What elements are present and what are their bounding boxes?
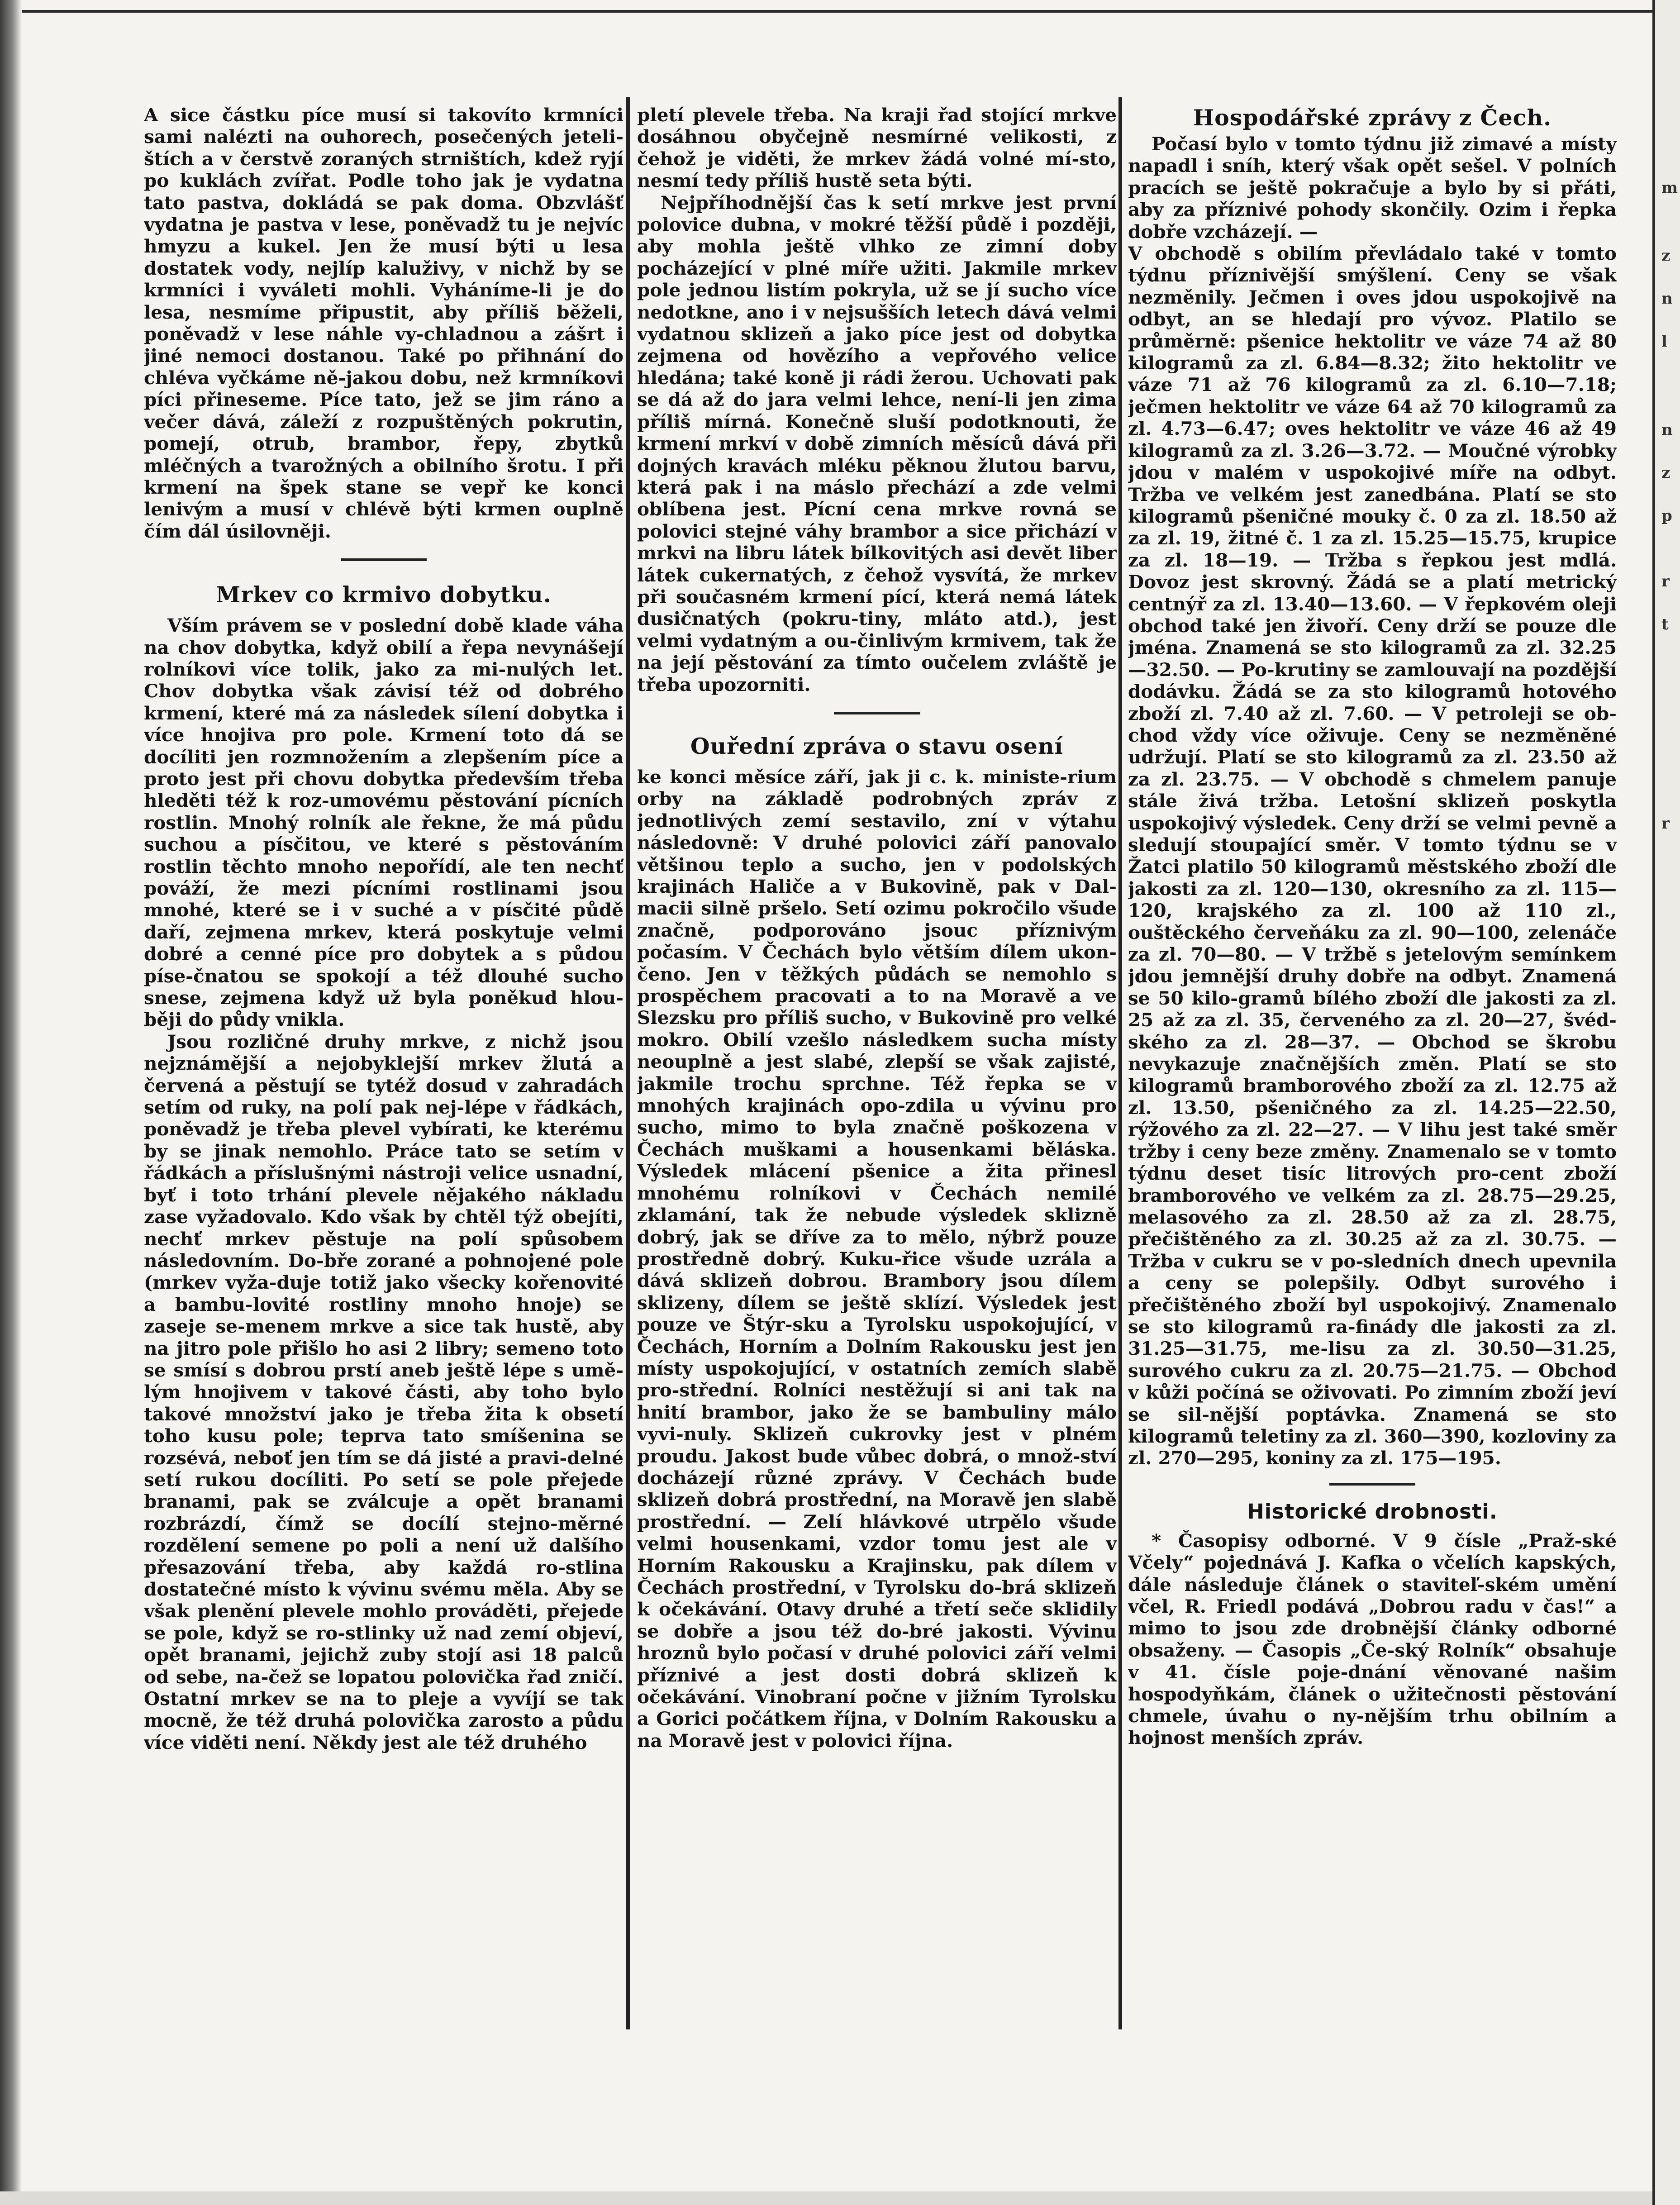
edge-fragment: t <box>1661 615 1669 633</box>
article-paragraph: Počasí bylo v tomto týdnu již zimavé a místy napadl i sníh, který však opět sešel. V polních pracích se ještě pokračuje a bylo by si přáti, aby za příznivé pohody skončily. Ozim i řepka dobře vzcházejí. — <box>1128 133 1617 243</box>
article-paragraph: Nejpříhodnější čas k setí mrkve jest první polovice dubna, v mokré těžší půdě i později, aby mohla ještě vlhko ze zimní doby pocházející v plné míře užiti. Jakmile mrkev pole jednou listím pokryla, už se jí sucho více nedotkne, ano i v nejsušších letech dává velmi vydatnou sklizeň a jako píce jest od dobytka zejmena od hovězího a vepřového velice hledána; také koně ji rádi žerou. Uchovati pak se dá až do jara velmi lehce, není-li jen zima příliš mírná. Konečně sluší podotknouti, že krmení mrkví v době zimních měsíců dává při dojných kravách mléku pěknou žlutou barvu, která pak i na máslo přechází a zde velmi oblíbena jest. Pícní cena mrkve rovná se polovici stejné váhy brambor a sice přichází v mrkvi na libru látek bílkovitých asi devět liber látek cukernatých, z čehož vysvítá, že mrkev při současném krmení pící, která nemá látek dusičnatých (pokru-tiny, mláto atd.), jest velmi vydatným a ou-činlivým krmivem, tak že na její pěstování za tímto oučelem zvláště je třeba upozorniti. <box>637 191 1117 695</box>
article-paragraph: Jsou rozličné druhy mrkve, z nichž jsou nejznámější a nejobyklejší mrkev žlutá a červená a pěstují se tytéž dosud v zahradách setím od ruky, na polí pak nej-lépe v řádkách, poněvadž je třeba plevel vybírati, ke kterému by se jinak nemohlo. Práce tato se setím v řádkách a příslušnými nástroji velice usnadní, byť i toto trhání plevele nějakého nákladu zase vyžadovalo. Kdo však by chtěl týž obejíti, nechť mrkev pěstuje na polí spůsobem následovním. Do-bře zorané a pohnojené pole (mrkev vyža-duje totiž jako všecky kořenovité a bambu-lovité rostliny mnoho hnoje) se zaseje se-menem mrkve a sice tak hustě, aby na jitro pole přišlo ho asi 2 libry; semeno toto se smísí s dobrou prstí aneb ještě lépe s umě-lým hnojivem v takové části, aby toho bylo takové množství jako je třeba žita k obsetí toho kusu pole; teprva tato smíšenina se rozsévá, neboť jen tím se dá jisté a pravi-delné setí rukou docíliti. Po setí se pole přejede branami, pak se zválcuje a opět branami rozbrázdí, čímž se docílí stejno-měrné rozdělení semene po poli a není už dalšího přesazování třeba, aby každá ro-stlina dostatečné místo k vývinu svému měla. Aby se však plenění plevele mohlo prováděti, přejede se pole, když se ro-stlinky už nad zemí objeví, opět branami, jejichž zuby stojí asi 18 palců od sebe, na-čež se lopatou polovička řad zničí. Ostatní mrkev se na to pleje a vyvíjí se tak mocně, že též druhá polovička zarosto a půdu více viděti není. Někdy jest ale též druhého <box>144 1030 623 1753</box>
page-bottom-edge <box>0 2191 1680 2205</box>
edge-fragment: r <box>1661 572 1670 591</box>
article-paragraph: Vším právem se v poslední době klade váha na chov dobytka, když obilí a řepa nevynášejí rolníkovi více tolik, jako za mi-nulých let. Chov dobytka však závisí též od dobrého krmení, které má za následek sílení dobytka i více hnojiva pro pole. Krmení toto dá se docíliti jen rozmnožením a zlepšením píce a proto jest při chovu dobytka především třeba hleděti též k roz-umovému pěstování pícních rostlin. Mnohý rolník ale řekne, že má půdu suchou a písčitou, ve které s pěstováním rostlin těchto mnoho nepořídí, ale ten nechť pováží, že mezi pícními rostlinami jsou mnohé, které se i v suché a v písčité půdě daří, zejmena mrkev, která poskytuje velmi dobré a cenné píce pro dobytek a s půdou píse-čnatou se spokojí a též dlouhé sucho snese, zejmena když už byla poněkud hlou-běji do půdy vnikla. <box>144 614 623 1031</box>
edge-fragment: z <box>1661 464 1670 482</box>
column-rule <box>1118 97 1122 2029</box>
edge-fragment: m <box>1661 179 1678 197</box>
column-rule <box>626 97 630 2029</box>
edge-fragment: p <box>1661 507 1672 525</box>
column-left <box>144 104 623 2050</box>
article-paragraph: ke konci měsíce září, jak ji c. k. ministe-rium orby na základě podrobných zpráv z jednotlivých zemí sestavilo, zní v výtahu následovně: V druhé polovici září panovalo většinou teplo a sucho, jen v podolských krajinách Haliče a v Bukovině, pak v Dal-macii silně pršelo. Setí ozimu pokročilo všude značně, podporováno jsouc příznivým počasím. V Čechách bylo větším dílem ukon-čeno. Jen v těžkých půdách se nemohlo s prospěchem pracovati a to na Moravě a ve Slezsku pro příliš sucho, v Bukovině pro velké mokro. Obilí vzešlo následkem sucha místy neouplně a jest slabé, zlepší se však zajisté, jakmile trochu sprchne. Též řepka se v mnohých krajinách opo-zdila u vývinu pro sucho, mimo to byla značně poškozena v Čechách muškami a housenkami běláska. Výsledek mlácení pšenice a žita přinesl mnohému rolníkovi v Čechách nemilé zklamání, tak že nebude výsledek sklizně dobrý, jak se dříve za to mělo, nýbrž pouze prostředně dobrý. Kuku-řice všude uzrála a dává sklizeň dobrou. Brambory jsou dílem sklizeny, dílem se ještě sklízí. Výsledek jest pouze ve Štýr-sku a Tyrolsku uspokojující, v Čechách, Horním a Dolním Rakousku jest jen místy uspokojující, v ostatních zemích slabě pro-střední. Rolníci nestěžují si ani tak na hnití brambor, jako že se bambuliny málo vyvi-nuly. Sklizeň cukrovky jest v plném proudu. Jakost bude vůbec dobrá, o množ-ství docházejí různé zprávy. V Čechách bude sklizeň dobrá prostřední, na Moravě jen slabě prostřední. — Zelí hlávkové utrpělo všude velmi housenkami, vzdor tomu jest ale v Horním Rakousku a Krajinsku, pak dílem v Čechách prostřední, v Tyrolsku do-brá sklizeň k očekávání. Otavy druhé a třetí seče sklidily se dobře a jsou též do-bré jakosti. Vývinu hroznů bylo počasí v druhé polovici září velmi příznivé a jest dosti dobrá sklizeň k očekávání. Vinobraní počne v jižním Tyrolsku a Gorici počátkem října, v Dolním Rakousku a na Moravě jest v polovici října. <box>637 766 1117 1752</box>
article-paragraph: pletí plevele třeba. Na kraji řad stojící mrkve dosáhnou obyčejně nesmírné velikosti, z čehož je viděti, že mrkev žádá volné mí-sto, nesmí tedy příliš hustě seta býti. <box>637 104 1117 192</box>
article-title-history: Historické drobnosti. <box>1247 1499 1498 1524</box>
edge-fragment: z <box>1661 247 1670 265</box>
article-title-carrot: Mrkev co krmivo dobytku. <box>216 581 552 608</box>
article-paragraph: * Časopisy odborné. V 9 čísle „Praž-ské Včely“ pojednává J. Kafka o včelích kapských, dále následuje článek o staviteľ-ském umění včel, R. Friedl podává „Dobrou radu v čas!“ a mimo to jsou zde drobnější články odborné obsaženy. — Časopis „Če-ský Rolník“ obsahuje v 41. čísle poje-dnání věnované našim hospodyňkám, článek o užitečnosti pěstování chmele, úvahu o ny-nějším trhu obilním a hojnost menších zpráv. <box>1128 1529 1617 1749</box>
edge-fragment: n <box>1661 290 1673 308</box>
edge-fragment: n <box>1661 421 1673 439</box>
page-top-rule <box>0 10 1680 13</box>
article-paragraph: V obchodě s obilím převládalo také v tomto týdnu příznivější smýšlení. Ceny se však nezměnily. Ječmen i oves jdou uspokojivě na odbyt, an se hledají pro vývoz. Platilo se průměrně: pšenice hektolitr ve váze 74 až 80 kilogramů za zl. 6.84—8.32; žito hektolitr ve váze 71 až 76 kilogramů za zl. 6.10—7.18; ječmen hektolitr ve váze 64 až 70 kilogramů za zl. 4.73—6.47; oves hektolitr ve váze 46 až 49 kilogramů za zl. 3.26—3.72. — Moučné výrobky jdou v malém v uspokojivé míře na odbyt. Tržba ve velkém jest zanedbána. Platí se sto kilogramů pšeničné mouky č. 0 za zl. 18.50 až za zl. 19, žitné č. 1 za zl. 15.25—15.75, krupice za zl. 18—19. — Tržba s řepkou jest mdlá. Dovoz jest skrovný. Žádá se a platí metrický centnýř za zl. 13.40—13.60. — V řepkovém oleji obchod také jen živoří. Ceny drží se pouze dle jména. Znamená se sto kilogramů za zl. 32.25—32.50. — Po-krutiny se zamlouvají na pozdější dodávku. Žádá se za sto kilogramů hotového zboží zl. 7.40 až zl. 7.60. — V petroleji se ob-chod vždy více oživuje. Ceny se nezměněné udržují. Platí se sto kilogramů za zl. 23.50 až za zl. 23.75. — V obchodě s chmelem panuje stále živá tržba. Letošní sklizeň poskytla uspokojivý výsledek. Ceny drží se velmi pevně a sledují stoupající směr. V tomto týdnu se v Žatci platilo 50 kilogramů městského zboží dle jakosti za zl. 120—130, okresního za zl. 115—120, krajského za zl. 100 až 110 zl., ouštěckého červeňáku za zl. 90—100, zelenáče za zl. 70—80. — V tržbě s jetelovým semínkem jdou jemnější druhy dobře na odbyt. Znamená se 50 kilo-gramů bílého zboží dle jakosti za zl. 25 až za zl. 35, červeného za zl. 20—27, švéd-ského za zl. 28—37. — Obchod se škrobu nevykazuje značnějších změn. Platí se sto kilogramů bramborového zboží za zl. 12.75 až zl. 13.50, pšeničného za zl. 14.25—22.50, rýžového za zl. 22—27. — V lihu jest také směr tržby i ceny beze změny. Znamenalo se v tomto týdnu deset tisíc litrových pro-cent zboží bramborového ve velkém za zl. 28.75—29.25, melasového za zl. 28.50 až za zl. 28.75, přečištěného za zl. 30.25 až za zl. 30.75. — Tržba v cukru se v po-sledních dnech upevnila a ceny se polepšily. Odbyt surového i přečištěného zboží byl uspokojivý. Znamenalo se sto kilogramů ra-finády dle jakosti za zl. 31.25—31.75, me-lisu za zl. 30.50—31.25, surového cukru za zl. 20.75—21.75. — Obchod v kůži počíná se oživovati. Po zimním zboží jeví se sil-nější poptávka. Znamená se sto kilogramů teletiny za zl. 360—390, kozloviny za zl. 270—295, koniny za zl. 175—195. <box>1128 243 1617 1469</box>
edge-fragment: l <box>1661 333 1667 351</box>
edge-fragment: r <box>1661 814 1670 833</box>
page-left-edge <box>0 0 22 2205</box>
article-paragraph: A sice částku píce musí si takovíto krmníci sami nalézti na ouhorech, posečených jeteli-štích a v čerstvě zoraných strništích, kdež ryjí po kuklách zvířat. Podle toho jak je vydatna tato pastva, dokládá se pak doma. Obzvlášť vydatna je pastva v lese, poněvadž tu je nejvíc hmyzu a kukel. Jen že musí býti u lesa dostatek vody, nejlíp kaluživy, v nichž by se krmníci i vyváleti mohli. Vyháníme-li je do lesa, nesmíme připustit, aby příliš běželi, poněvadž v lese náhle vy-chladnou a zášrt i jiné nemoci dostanou. Také po přihnání do chléva vyčkáme ně-jakou dobu, než krmníkovi píci přineseme. Píce tato, jež se jim ráno a večer dává, záleží z rozpuštěných pokrutin, pomejí, otrub, brambor, řepy, zbytků mléčných a tvarožných a obilního šrotu. I při krmení na špek stane se vepř ke konci lenivým a musí v chlévě býti krmen ouplně čím dál úsilovněji. <box>144 104 623 542</box>
article-title-economic-news: Hospodářské zprávy z Čech. <box>1193 105 1552 131</box>
article-title-crop-report: Ouřední zpráva o stavu osení <box>690 733 1064 759</box>
right-edge-strip <box>1652 0 1680 2205</box>
column-right <box>1128 104 1617 2050</box>
column-middle <box>637 104 1117 2050</box>
